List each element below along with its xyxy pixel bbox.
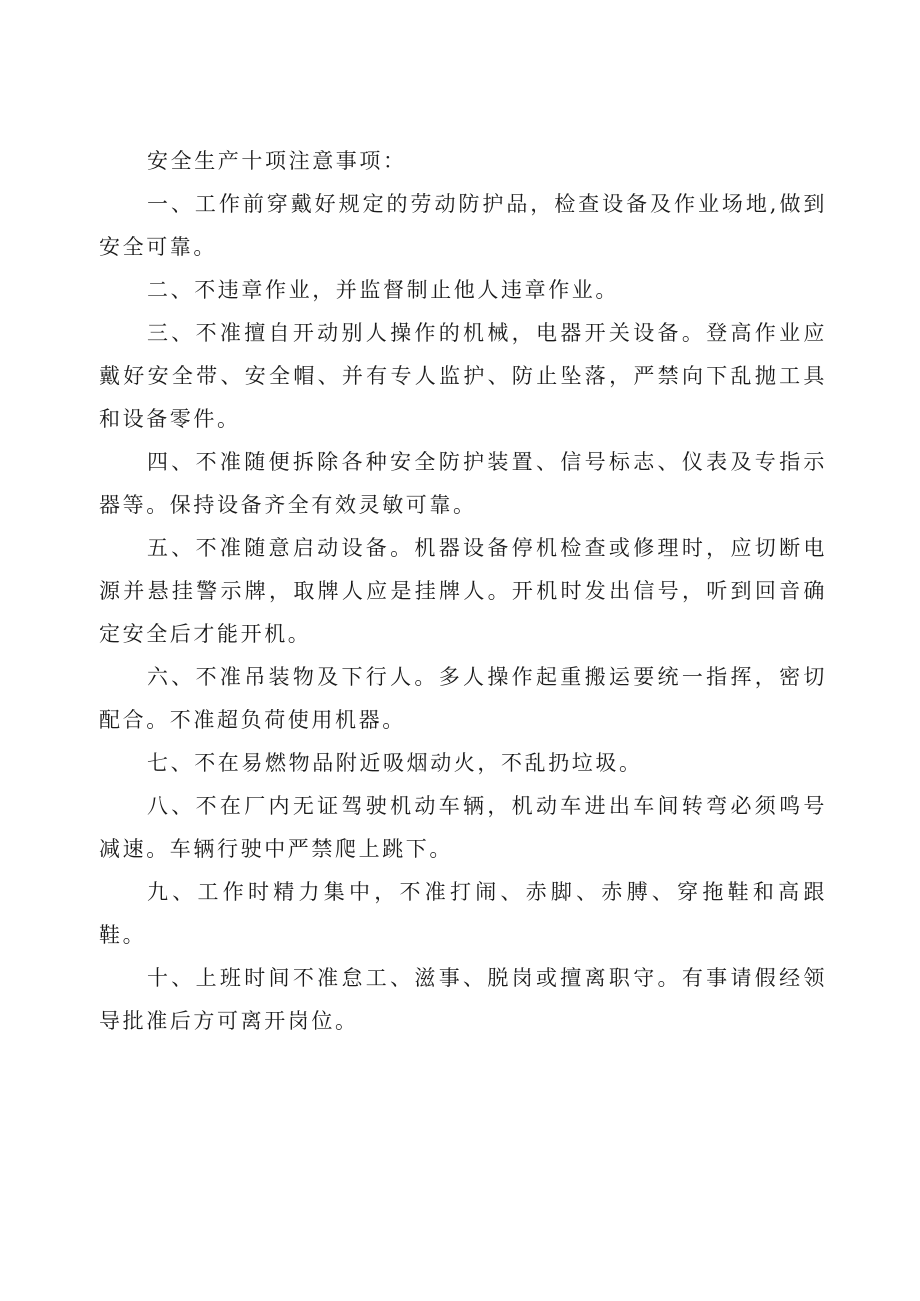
rule-item-4: 四、不准随便拆除各种安全防护装置、信号标志、仪表及专指示器等。保持设备齐全有效灵敏可靠。 [99, 450, 827, 517]
document-title: 安全生产十项注意事项： [147, 149, 407, 173]
rule-item-3: 三、不准擅自开动别人操作的机械，电器开关设备。登高作业应戴好安全带、安全帽、并有专人监护、防止坠落，严禁向下乱抛工具和设备零件。 [99, 321, 827, 431]
rule-item-9: 九、工作时精力集中，不准打闹、赤脚、赤膊、穿拖鞋和高跟鞋。 [99, 880, 827, 947]
rule-item-2: 二、不违章作业，并监督制止他人违章作业。 [147, 278, 619, 302]
rule-item-8: 八、不在厂内无证驾驶机动车辆，机动车进出车间转弯必须鸣号减速。车辆行驶中严禁爬上跳下。 [99, 794, 827, 861]
rule-item-7: 七、不在易燃物品附近吸烟动火，不乱扔垃圾。 [147, 751, 643, 775]
rule-item-6: 六、不准吊装物及下行人。多人操作起重搬运要统一指挥，密切配合。不准超负荷使用机器。 [99, 665, 827, 732]
rule-item-5: 五、不准随意启动设备。机器设备停机检查或修理时，应切断电源并悬挂警示牌，取牌人应是挂牌人。开机时发出信号，听到回音确定安全后才能开机。 [99, 536, 827, 646]
rule-item-1: 一、工作前穿戴好规定的劳动防护品，检查设备及作业场地,做到安全可靠。 [99, 192, 827, 259]
document-body [99, 140, 827, 1043]
rule-item-10: 十、上班时间不准怠工、滋事、脱岗或擅离职守。有事请假经领导批准后方可离开岗位。 [99, 966, 827, 1033]
